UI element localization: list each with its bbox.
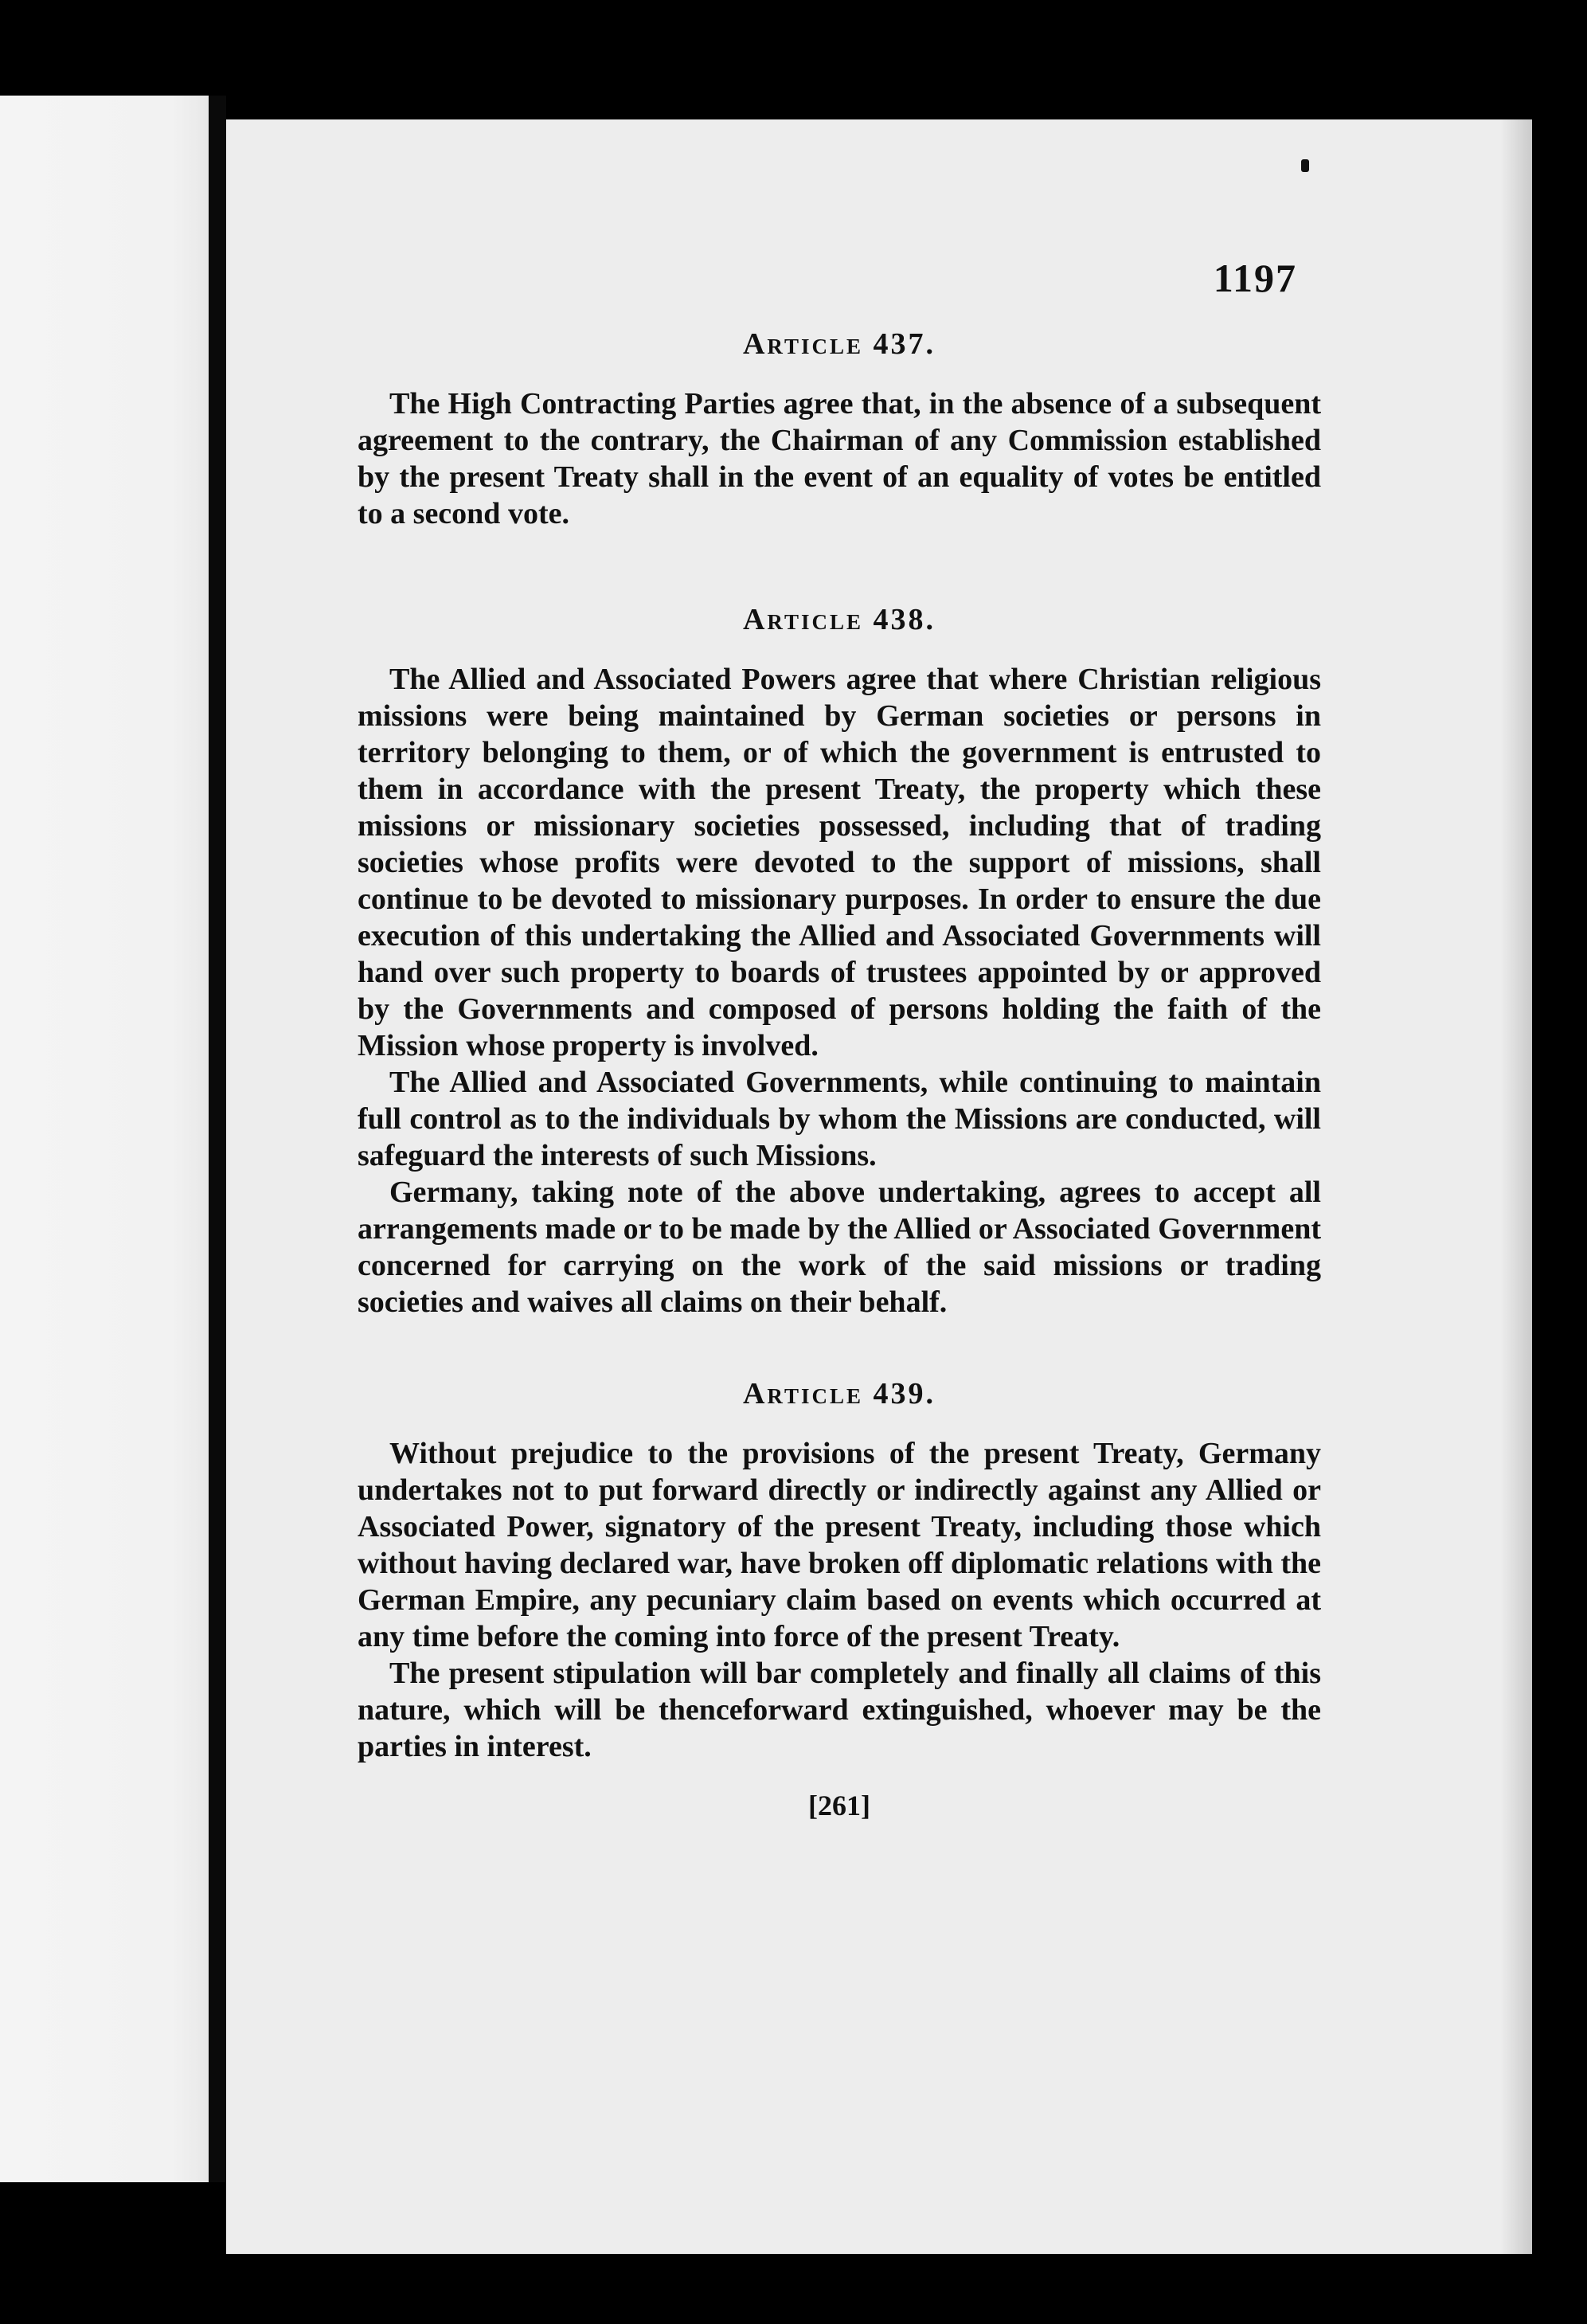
article-439	[358, 1376, 1321, 1765]
article-paragraph: Germany, taking note of the above undertaking, agrees to accept all arrangements made or to be made by the Allied or Associated Government concerned for carrying on the work of the said missions or trading societies and waives all claims on their behalf.	[358, 1176, 1321, 1319]
article-heading: Article 437.	[742, 327, 936, 361]
article-heading: Article 439.	[742, 1377, 936, 1410]
article-paragraph: The High Contracting Parties agree that, in the absence of a subsequent agreement to the contrary, the Chairman of any Commission established by the present Treaty shall in the event of an equality of votes be entitled to a second vote.	[358, 387, 1321, 530]
facing-page-edge	[0, 96, 215, 2182]
article-paragraph: The present stipulation will bar completely and finally all claims of this nature, which will be thenceforward extinguished, whoever may be the parties in interest.	[358, 1657, 1321, 1763]
article-paragraph: The Allied and Associated Governments, while continuing to maintain full control as to the individuals by whom the Missions are conducted, will safeguard the interests of such Missions.	[358, 1066, 1321, 1172]
page-number: 1197	[1213, 256, 1297, 300]
ink-speck	[1301, 159, 1309, 172]
page-content	[358, 255, 1321, 1822]
bottom-page-label: [261]	[808, 1790, 870, 1821]
book-gutter	[209, 96, 226, 2182]
article-437	[358, 327, 1321, 532]
article-heading: Article 438.	[742, 603, 936, 636]
document-page	[226, 119, 1532, 2254]
article-438	[358, 602, 1321, 1320]
article-paragraph: Without prejudice to the provisions of the present Treaty, Germany undertakes not to put forward directly or indirectly against any Allied or Associated Power, signatory of the present Treaty, including those which without having declared war, have broken off diplomatic relations with the German Empire, any pecuniary claim based on events which occurred at any time before the coming into force of the present Treaty.	[358, 1437, 1321, 1653]
article-paragraph: The Allied and Associated Powers agree that where Christian religious missions were being maintained by German societies or persons in territory belonging to them, or of which the government is entrusted to them in accordance with the present Treaty, the property which these missions or missionary societies possessed, including that of trading societies whose profits were devoted to the support of missions, shall continue to be devoted to missionary purposes. In order to ensure the due execution of this undertaking the Allied and Associated Governments will hand over such property to boards of trustees appointed by or approved by the Governments and composed of persons holding the faith of the Mission whose property is involved.	[358, 663, 1321, 1062]
page-edge-shadow	[1500, 119, 1532, 2254]
